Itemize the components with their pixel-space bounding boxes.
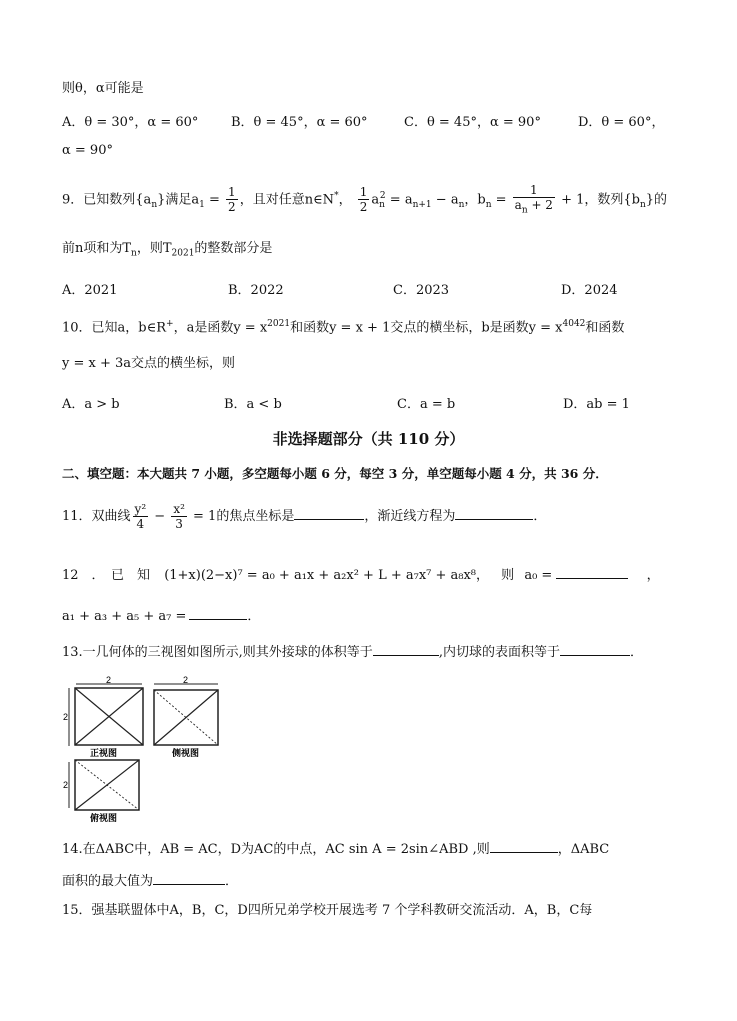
q14-end: ． [225, 874, 239, 889]
q11-blank-asymptote[interactable] [455, 507, 533, 520]
side-view [154, 676, 218, 758]
q9-p1: 已知数列{a [83, 192, 152, 208]
q12-comma: ， [646, 568, 660, 583]
q11-post: = 1的焦点坐标是 [188, 509, 295, 524]
q12-line1 [62, 566, 660, 585]
q12-end: ． [247, 609, 261, 624]
q14-l2: 面积的最大值为 [62, 874, 154, 889]
q9-frac-half-num: 1 [228, 185, 236, 200]
q9-p7: + 1，数列{b [556, 192, 640, 208]
q10-l1a: 10．已知a，b∈R [62, 320, 167, 336]
side-view-label: 侧视图 [172, 748, 200, 758]
q8-option-c: C．θ = 45°，α = 90° [404, 115, 541, 130]
q9-stem: 9．已知数列$\{a_n\}$满足$a_1$ = $\frac{1}{2}$ ，且对任意n∈N*， $\frac{1}{2}$ $a_n^2 = a_{n+1} - a_n$，$b_n$ = $\frac{1}{a_n + 2}$ + 1，数列$\{b_n\}$的 [62, 182, 668, 216]
q8-stem-tail: 则θ，α可能是 [62, 81, 144, 96]
q9-frac2-den: 2 [359, 200, 368, 215]
q13-mid: ,内切球的表面积等于 [438, 645, 560, 660]
q11-pre: 11．双曲线 [62, 509, 131, 524]
q9-frac-b [513, 183, 555, 217]
q9-fracb-num: 1 [513, 183, 555, 198]
q9-line2-b: ，则T [136, 241, 172, 256]
q13-text: 13.一几何体的三视图如图所示,则其外接球的体积等于 [62, 645, 373, 660]
q9-option-c: C．2023 [393, 283, 450, 298]
front-view-label: 正视图 [90, 748, 118, 758]
q14-line1 [62, 840, 609, 859]
q14-line2 [62, 872, 238, 891]
q11-mid: ，渐近线方程为 [364, 509, 456, 524]
q8-option-a: A．θ = 30°，α = 60° [62, 115, 199, 130]
q12-line2 [62, 607, 260, 626]
q9-option-b: B．2022 [228, 283, 284, 298]
top-dim-left: 2 [63, 780, 69, 790]
q9-p4: ， [338, 192, 352, 208]
q9-p3: ，且对任意n∈N [239, 192, 335, 208]
q15-line1: 15．强基联盟体中A，B，C，D四所兄弟学校开展选考 7 个学科教研交流活动．A，B，C每 [62, 903, 593, 918]
q9-p8: }的 [645, 192, 668, 208]
q9-num: 9． [62, 192, 84, 208]
q12-blank-sum[interactable] [189, 607, 247, 620]
top-view [63, 760, 139, 823]
q10-sup-2021: 2021 [267, 319, 291, 329]
q13-blank-outer-volume[interactable] [373, 643, 439, 656]
q11-f1-den: 4 [136, 517, 145, 531]
q11-minus: − [150, 509, 170, 524]
q11-f2-den: 3 [175, 517, 183, 531]
front-dim-top: 2 [106, 676, 112, 685]
q10-l1b: ，a是函数y = x [173, 320, 268, 336]
q9-eq1b: = a [385, 192, 413, 208]
q9-frac-half-den: 2 [228, 200, 236, 215]
q12-then: 则 [501, 568, 515, 583]
q11-frac-x [171, 502, 187, 531]
q14-l1b: ，ΔABC [557, 842, 610, 857]
side-dim-top: 2 [183, 676, 189, 685]
q11-frac-y [133, 502, 149, 531]
q9-line2: 前n项和为$T_n$，则$T_{2021}$的整数部分是 [62, 241, 273, 259]
q10-option-c: C．a = b [397, 397, 456, 412]
q14-l1: 14.在ΔABC中，AB = AC，D为AC的中点，AC sin A = 2sin∠ABD ,则 [62, 842, 490, 857]
q11-end: ． [533, 509, 547, 524]
q8-option-b: B．θ = 45°，α = 60° [231, 115, 368, 130]
q9-p5: ，b [464, 192, 486, 208]
q8-option-d: D．θ = 60°， [578, 115, 665, 130]
q9-frac-half [226, 185, 238, 214]
q13-end: ． [629, 645, 643, 660]
q12-blank-a0[interactable] [556, 566, 628, 579]
q9-p6: = [491, 192, 511, 208]
section-instructions: 二、填空题：本大题共 7 小题，多空题每小题 6 分，每空 3 分，单空题每小题 4 分，共 36 分． [62, 466, 608, 481]
q10-option-a: A．a > b [62, 397, 120, 412]
q10-option-d: D．ab = 1 [563, 397, 630, 412]
q9-option-a: A．2021 [62, 283, 118, 298]
q9-fracb-den: $a_n + 2$ [514, 197, 553, 216]
three-views-figure [62, 676, 232, 824]
front-view [63, 676, 143, 758]
section-title: 非选择题部分（共 110 分） [272, 430, 465, 448]
q10-sup-plus: + [166, 319, 174, 329]
q9-eq1: a [371, 192, 380, 208]
q13-blank-inner-area[interactable] [560, 643, 630, 656]
q10-l1c: 和函数y = x + 1交点的横坐标，b是函数y = x [290, 320, 563, 336]
top-view-label: 俯视图 [90, 813, 118, 823]
q12-eq: (1+x)(2−x)⁷ = a₀ + a₁x + a₂x² + L + a₇x⁷ + a₈x⁸， [164, 568, 490, 583]
q12-pre: 12 ． 已 知 [62, 568, 151, 583]
front-dim-left: 2 [63, 712, 69, 722]
q9-frac-half-2 [358, 185, 370, 214]
q14-blank-bc[interactable] [490, 840, 558, 853]
q12-a0: a₀ = [524, 568, 553, 583]
q9-fracb-den-a: a [514, 197, 522, 212]
q13-line [62, 643, 643, 662]
q9-line2-a: 前n项和为T [62, 241, 132, 256]
q9-p2: }满足a [157, 192, 200, 208]
q9-option-d: D．2024 [561, 283, 618, 298]
q11-f2-num: x² [173, 502, 185, 516]
q11-f1-num: y² [134, 502, 147, 516]
q10-line1 [62, 315, 624, 337]
q14-blank-area[interactable] [153, 872, 225, 885]
q11-blank-foci[interactable] [294, 507, 364, 520]
q12-l2: a₁ + a₃ + a₅ + a₇ = [62, 609, 187, 624]
q8-option-d-wrap: α = 90° [62, 143, 113, 158]
q9-frac2-num: 1 [359, 185, 368, 200]
q10-l1d: 和函数 [585, 320, 625, 336]
q11-line [62, 497, 546, 537]
q9-fracb-den-2: + 2 [527, 197, 553, 212]
q9-eq1c: − a [431, 192, 459, 208]
q10-sup-4042: 4042 [562, 319, 586, 329]
q10-option-b: B．a < b [224, 397, 282, 412]
q10-line2: y = x + 3a交点的横坐标，则 [62, 356, 236, 371]
q9-line2-c: 的整数部分是 [194, 241, 273, 256]
